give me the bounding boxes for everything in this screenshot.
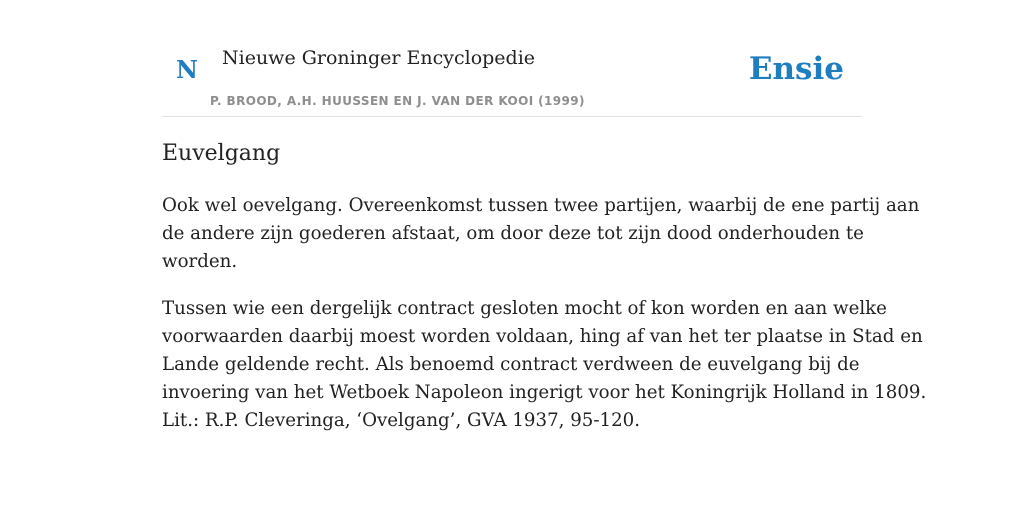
text-line: Lande geldende recht. Als benoemd contract verdween de euvelgang bij de <box>162 354 860 375</box>
entry-body <box>162 192 927 454</box>
text-line: invoering van het Wetboek Napoleon ingerigt voor het Koningrijk Holland in 1809. <box>162 382 927 403</box>
text-line: Lit.: R.P. Cleveringa, ‘Ovelgang’, GVA 1937, 95-120. <box>162 410 640 431</box>
ensie-logo-link[interactable]: Ensie <box>748 51 844 87</box>
book-title-link[interactable]: Nieuwe Groninger Encyclopedie <box>222 47 536 69</box>
text-line: Tussen wie een dergelijk contract gesloten mocht of kon worden en aan welke <box>162 298 887 319</box>
text-line: worden. <box>162 251 238 272</box>
text-line: de andere zijn goederen afstaat, om door deze tot zijn dood onderhouden te <box>162 223 864 244</box>
text-line: Ook wel oevelgang. Overeenkomst tussen twee partijen, waarbij de ene partij aan <box>162 195 920 216</box>
entry-paragraph <box>162 192 920 276</box>
book-authors: P. BROOD, A.H. HUUSSEN EN J. VAN DER KOOI (1999) <box>210 94 585 108</box>
book-initial-icon[interactable]: N <box>176 55 198 84</box>
entry-title: Euvelgang <box>162 141 281 166</box>
page-header <box>162 0 862 117</box>
text-line: voorwaarden daarbij moest worden voldaan, hing af van het ter plaatse in Stad en <box>162 326 923 347</box>
entry-paragraph <box>162 295 927 435</box>
